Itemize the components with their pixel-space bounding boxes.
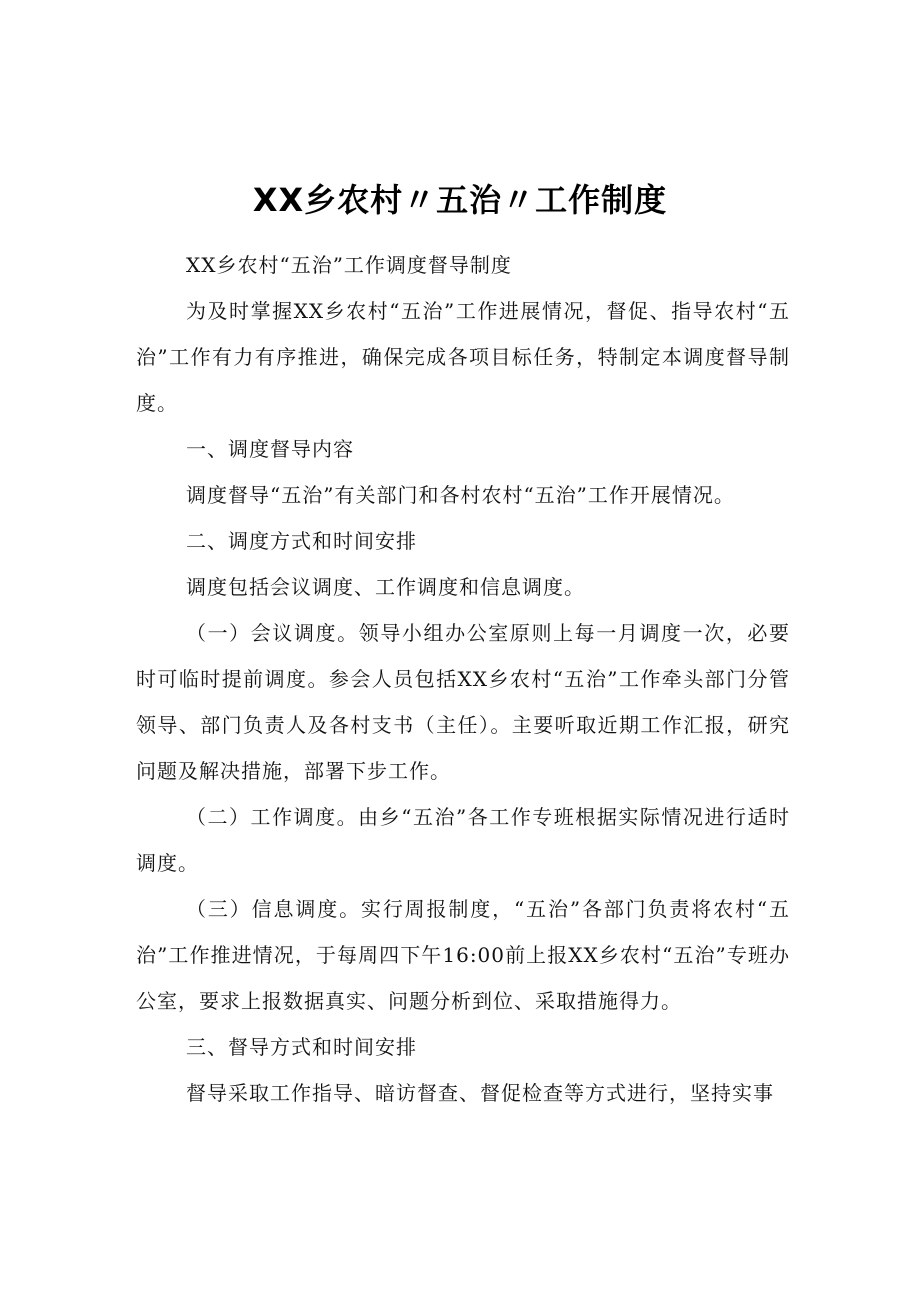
section-heading-2: 二、调度方式和时间安排 <box>186 529 417 553</box>
paragraph-content-2: 调度包括会议调度、工作调度和信息调度。 <box>186 575 585 599</box>
document-body <box>136 242 790 1116</box>
paragraph-info-dispatch: （三）信息调度。实行周报制度，“五治”各部门负责将农村“五治”工作推进情况，于每周四下午16:00前上报XX乡农村“五治”专班办公室，要求上报数据真实、问题分析到位、采取措施得力。 <box>136 897 790 1013</box>
section-heading-3: 三、督导方式和时间安排 <box>186 1035 417 1059</box>
paragraph-content-3: 督导采取工作指导、暗访督查、督促检查等方式进行，坚持实事 <box>186 1081 774 1105</box>
paragraph-work-dispatch: （二）工作调度。由乡“五治”各工作专班根据实际情况进行适时调度。 <box>136 805 790 875</box>
paragraph-meeting-dispatch: （一）会议调度。领导小组办公室原则上每一月调度一次，必要时可临时提前调度。参会人员包括XX乡农村“五治”工作牵头部门分管领导、部门负责人及各村支书（主任）。主要听取近期工作汇报，研究问题及解决措施，部署下步工作。 <box>136 621 790 783</box>
paragraph-content-1: 调度督导“五治”有关部门和各村农村“五治”工作开展情况。 <box>186 483 735 507</box>
document-title: XX乡农村〃五治〃工作制度 <box>252 181 668 219</box>
paragraph-subtitle: XX乡农村“五治”工作调度督导制度 <box>186 253 512 277</box>
section-heading-1: 一、调度督导内容 <box>186 437 354 461</box>
paragraph-intro: 为及时掌握XX乡农村“五治”工作进展情况，督促、指导农村“五治”工作有力有序推进，确保完成各项目标任务，特制定本调度督导制度。 <box>136 299 790 415</box>
